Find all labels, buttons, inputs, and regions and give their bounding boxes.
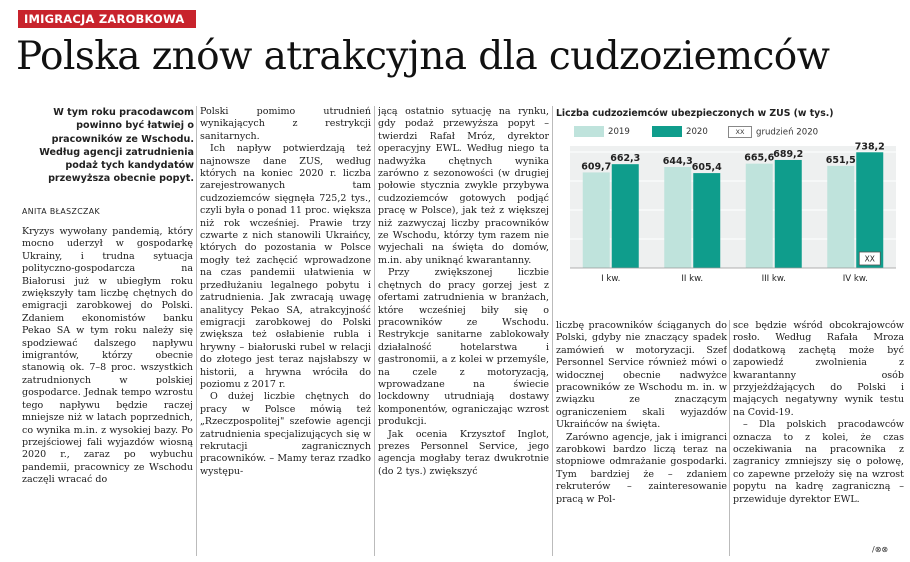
bar-label: 689,2 bbox=[773, 148, 804, 160]
bar-2019 bbox=[746, 164, 773, 268]
article-column-5 bbox=[733, 320, 904, 556]
column-divider bbox=[196, 106, 197, 556]
paragraph: Przy zwiększonej liczbie chętnych do pracy gorzej jest z ofertami zatrudnienia w branżach, które wcześniej biły się o pracowników ze Wschodu. Restrykcje sanitarne zablokowały działalność hotelarstwa i gastronomii, a z kolei w przemyśle, na czele z motoryzacją, wprowadzane na świecie lockdowny utrudniają dostawy komponentów, ograniczając wzrost produkcji. bbox=[378, 267, 549, 428]
bar-label: 665,6 bbox=[744, 152, 775, 164]
article-column-2 bbox=[200, 106, 371, 556]
paragraph: Kryzys wywołany pandemią, który mocno uderzył w gospodarkę Ukrainy, i trudna sytuacja polityczno-gospodarcza na Białorusi już w ubiegłym roku zwiększyły tam liczbę chętnych do emigracji zarobkowej do Polski. Zdaniem ekonomistów banku Pekao SA w tym roku należy się spodziewać dalszego napływu imigrantów, którzy obecnie stanowią ok. 7–8 proc. wszystkich zatrudnionych w polskiej gospodarce. Jednak tempo wzrostu tego napływu będzie raczej mniejsze niż w latach poprzednich, co wynika m.in. z wysokiej bazy. Po przejściowej fali wyjazdów wiosną 2020 r., zaraz po wybuchu pandemii, pracownicy ze Wschodu zaczęli wracać do bbox=[22, 226, 193, 486]
column-divider bbox=[374, 106, 375, 556]
legend-marker: XX bbox=[728, 126, 752, 138]
article-column-1 bbox=[22, 226, 193, 556]
bar-2020 bbox=[775, 160, 802, 268]
paragraph: – Dla polskich pracodawców oznacza to z kolei, że czas oczekiwania na pracownika z zagranicy zmniejszy się o połowę, co zapewne przełoży się na wzrost popytu na kadrę zagraniczną – przewiduje dyrektor EWL. bbox=[733, 419, 904, 505]
bar-label: 662,3 bbox=[610, 153, 641, 165]
bar-2019 bbox=[583, 172, 610, 268]
bar-2020 bbox=[693, 173, 720, 268]
paragraph: Polski pomimo utrudnień wynikających z restrykcji sanitarnych. bbox=[200, 106, 371, 142]
bar-2019 bbox=[664, 167, 691, 268]
section-tag: IMIGRACJA ZAROBKOWA bbox=[18, 10, 196, 28]
december-marker-label: XX bbox=[864, 254, 875, 264]
bar-label: 651,5 bbox=[825, 154, 856, 166]
bar-label: 609,7 bbox=[581, 161, 612, 173]
bar-2019 bbox=[827, 166, 854, 268]
category-label: III kw. bbox=[761, 274, 786, 284]
legend-item-2020: 2020 bbox=[652, 126, 708, 139]
bar-label: 738,2 bbox=[854, 142, 885, 153]
legend-item-december: XX grudzień 2020 bbox=[728, 126, 818, 139]
article-column-4 bbox=[556, 320, 727, 556]
paragraph: Zarówno agencje, jak i imigranci zarobkowi bardzo liczą teraz na stopniowe odmrażanie gospodarki. Tym bardziej że – zdaniem rekruterów – zainteresowanie pracą w Pol- bbox=[556, 431, 727, 505]
legend-item-2019: 2019 bbox=[574, 126, 630, 139]
bar-label: 605,4 bbox=[691, 162, 722, 174]
lead: W tym roku pracodawcom powinno być łatwiej o pracowników ze Wschodu. Według agencji zatrudnienia podaż tych kandydatów przewyższa obecnie popyt. bbox=[39, 107, 194, 185]
column-divider bbox=[729, 320, 730, 556]
bar-label: 644,3 bbox=[662, 156, 693, 168]
headline: Polska znów atrakcyjna dla cudzoziemców bbox=[16, 34, 830, 79]
paragraph: sce będzie wśród obcokrajowców rosło. Według Rafała Mroza dodatkową zachętą może być zapowiedź zwolnienia z kwarantanny osób przyjeżdżających do Polski i mających negatywny wynik testu na Covid-19. bbox=[733, 320, 904, 418]
paragraph: Ich napływ potwierdzają też najnowsze dane ZUS, według których na koniec 2020 r. liczba zarejestrowanych tam cudzoziemców sięgnęła 725,2 tys., czyli była o ponad 11 proc. większa niż rok wcześniej. Prawie trzy czwarte z nich stanowili Ukraińcy, których do pozostania w Polsce mogły też zachęcić wprowadzone na czas pandemii ułatwienia w przedłużaniu legalnego pobytu i zatrudnienia. Jak zwracają uwagę analitycy Pekao SA, atrakcyjność emigracji zarobkowej do Polski zwiększa też osłabienie rubla i hrywny – białoruski rubel w relacji do złotego jest teraz najsłabszy w historii, a hrywna wróciła do poziomu z 2017 r. bbox=[200, 143, 371, 390]
chart-title: Liczba cudzoziemców ubezpieczonych w ZUS (w tys.) bbox=[556, 108, 834, 119]
chart-plot bbox=[556, 142, 902, 306]
paragraph: liczbę pracowników ściąganych do Polski, gdyby nie znaczący spadek zamówień w motoryzacji. Szef Personnel Service również mówi o widocznej obecnie nadwyżce pracowników ze Wschodu m. in. w związku ze znaczącym ograniczeniem skali wyjazdów Ukraińców na święta. bbox=[556, 320, 727, 431]
author-byline: ANITA BŁASZCZAK bbox=[22, 207, 101, 216]
zus-chart bbox=[556, 106, 902, 302]
signature-mark: /⊗⊗ bbox=[872, 545, 889, 554]
legend-swatch bbox=[574, 126, 604, 137]
bar-2020 bbox=[612, 164, 639, 268]
bar-2020 bbox=[856, 152, 883, 268]
paragraph: O dużej liczbie chętnych do pracy w Polsce mówią też „Rzeczpospolitej" szefowie agencji zatrudnienia specjalizujących się w rekrutacji zagranicznych pracowników. – Mamy teraz rzadko występu- bbox=[200, 391, 371, 477]
legend-swatch bbox=[652, 126, 682, 137]
paragraph: jącą ostatnio sytuację na rynku, gdy podaż przewyższa popyt – twierdzi Rafał Mróz, dyrektor operacyjny EWL. Według niego ta nadwyżka chętnych wynika zarówno z sezonowości (w drugiej połowie stycznia zwykle przybywa cudzoziemców gotowych podjąć pracę w Polsce), jak też z większej niż zazwyczaj liczby pracowników ze Wschodu, którzy tym razem nie wyjechali na święta do domów, m.in. aby uniknąć kwarantanny. bbox=[378, 106, 549, 266]
category-label: I kw. bbox=[601, 274, 621, 284]
paragraph: Jak ocenia Krzysztof Inglot, prezes Personnel Service, jego agencja mogłaby teraz dwukrotnie (do 2 tys.) zwiększyć bbox=[378, 428, 549, 477]
category-label: IV kw. bbox=[842, 274, 868, 284]
column-divider bbox=[552, 106, 553, 556]
category-label: II kw. bbox=[681, 274, 704, 284]
article-column-3 bbox=[378, 106, 549, 556]
